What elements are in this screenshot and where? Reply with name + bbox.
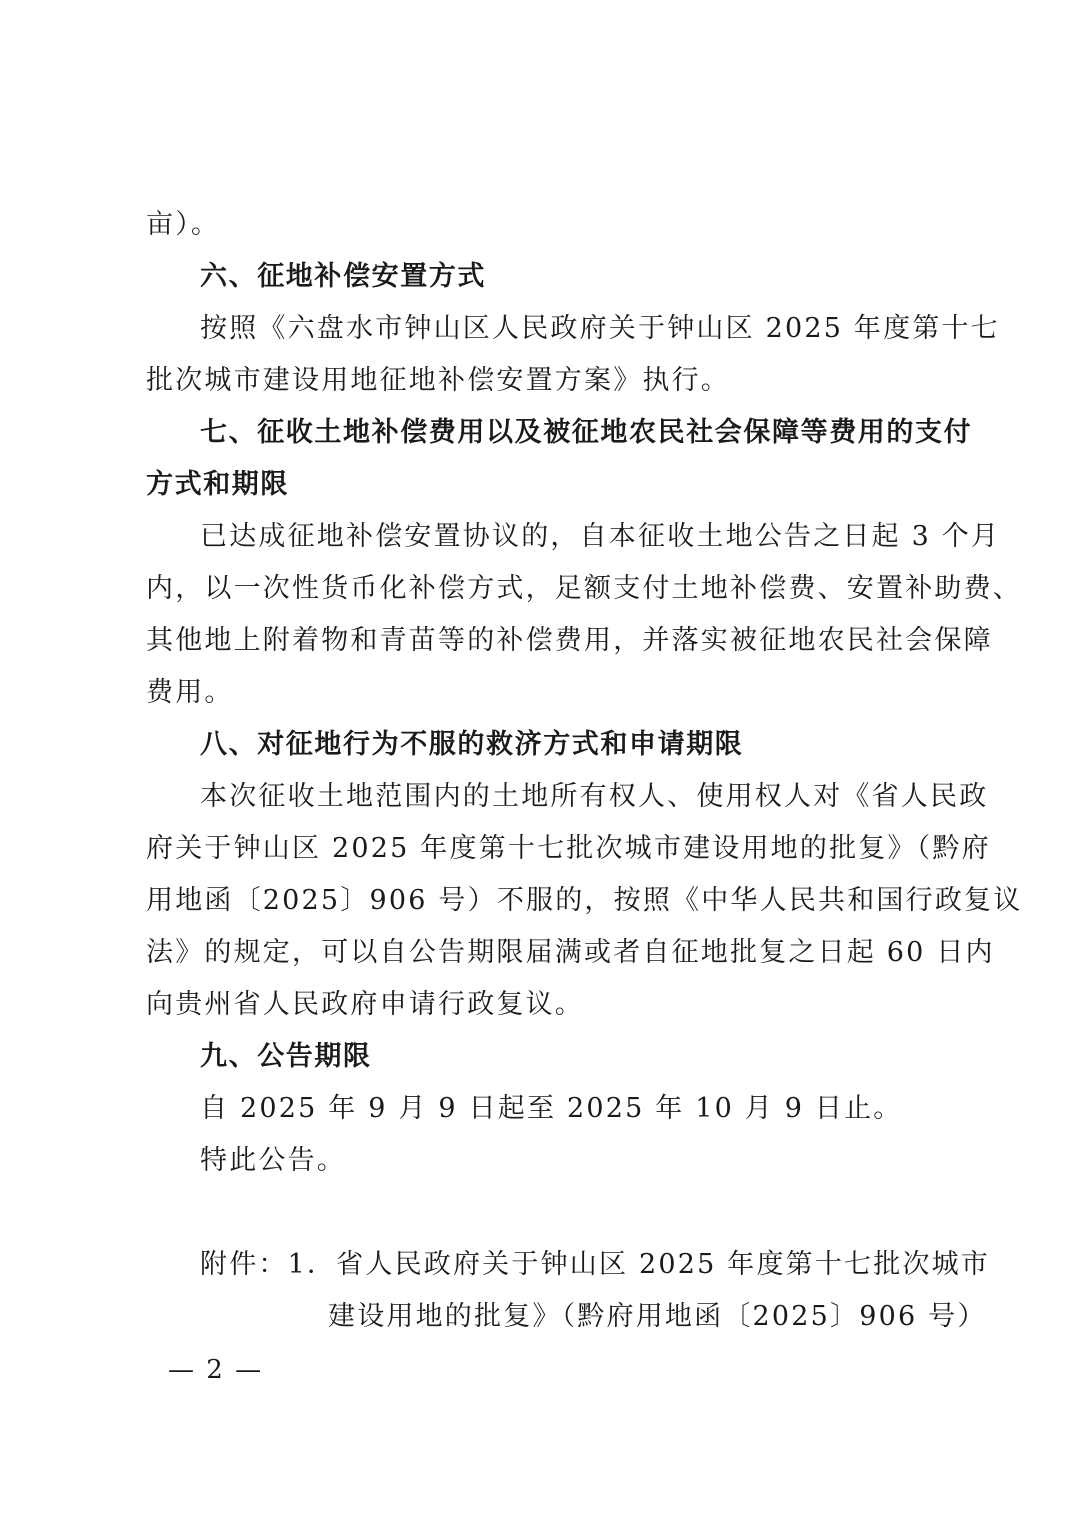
page-number: — 2 — <box>168 1355 264 1385</box>
paragraph-line: 本次征收土地范围内的土地所有权人、使用权人对《省人民政 <box>200 781 989 812</box>
paragraph-line: 已达成征地补偿安置协议的，自本征收土地公告之日起 3 个月 <box>200 521 1001 552</box>
paragraph-line: 府关于钟山区 2025 年度第十七批次城市建设用地的批复》（黔府 <box>146 833 991 864</box>
paragraph-line: 费用。 <box>146 677 234 708</box>
section-heading-9: 九、公告期限 <box>200 1041 372 1072</box>
paragraph-line: 按照《六盘水市钟山区人民政府关于钟山区 2025 年度第十七 <box>200 313 1000 344</box>
attachment-item-1-cont: 建设用地的批复》（黔府用地函〔2025〕906 号） <box>328 1301 987 1332</box>
section-heading-8: 八、对征地行为不服的救济方式和申请期限 <box>200 729 744 760</box>
closing-statement: 特此公告。 <box>200 1145 346 1176</box>
paragraph-line: 向贵州省人民政府申请行政复议。 <box>146 989 584 1020</box>
paragraph-line: 其他地上附着物和青苗等的补偿费用，并落实被征地农民社会保障 <box>146 625 993 656</box>
paragraph-line: 内，以一次性货币化补偿方式，足额支付土地补偿费、安置补助费、 <box>146 573 1022 604</box>
paragraph-line: 亩）。 <box>146 209 221 240</box>
paragraph-line: 法》的规定，可以自公告期限届满或者自征地批复之日起 60 日内 <box>146 937 995 968</box>
paragraph-line: 用地函〔2025〕906 号）不服的，按照《中华人民共和国行政复议 <box>146 885 1023 916</box>
section-heading-7-cont: 方式和期限 <box>146 469 289 500</box>
attachment-item-1: 附件：1．省人民政府关于钟山区 2025 年度第十七批次城市 <box>200 1249 991 1280</box>
announcement-period: 自 2025 年 9 月 9 日起至 2025 年 10 月 9 日止。 <box>200 1093 903 1124</box>
paragraph-line: 批次城市建设用地征地补偿安置方案》执行。 <box>146 365 730 396</box>
section-heading-7: 七、征收土地补偿费用以及被征地农民社会保障等费用的支付 <box>200 417 973 448</box>
section-heading-6: 六、征地补偿安置方式 <box>200 261 486 292</box>
